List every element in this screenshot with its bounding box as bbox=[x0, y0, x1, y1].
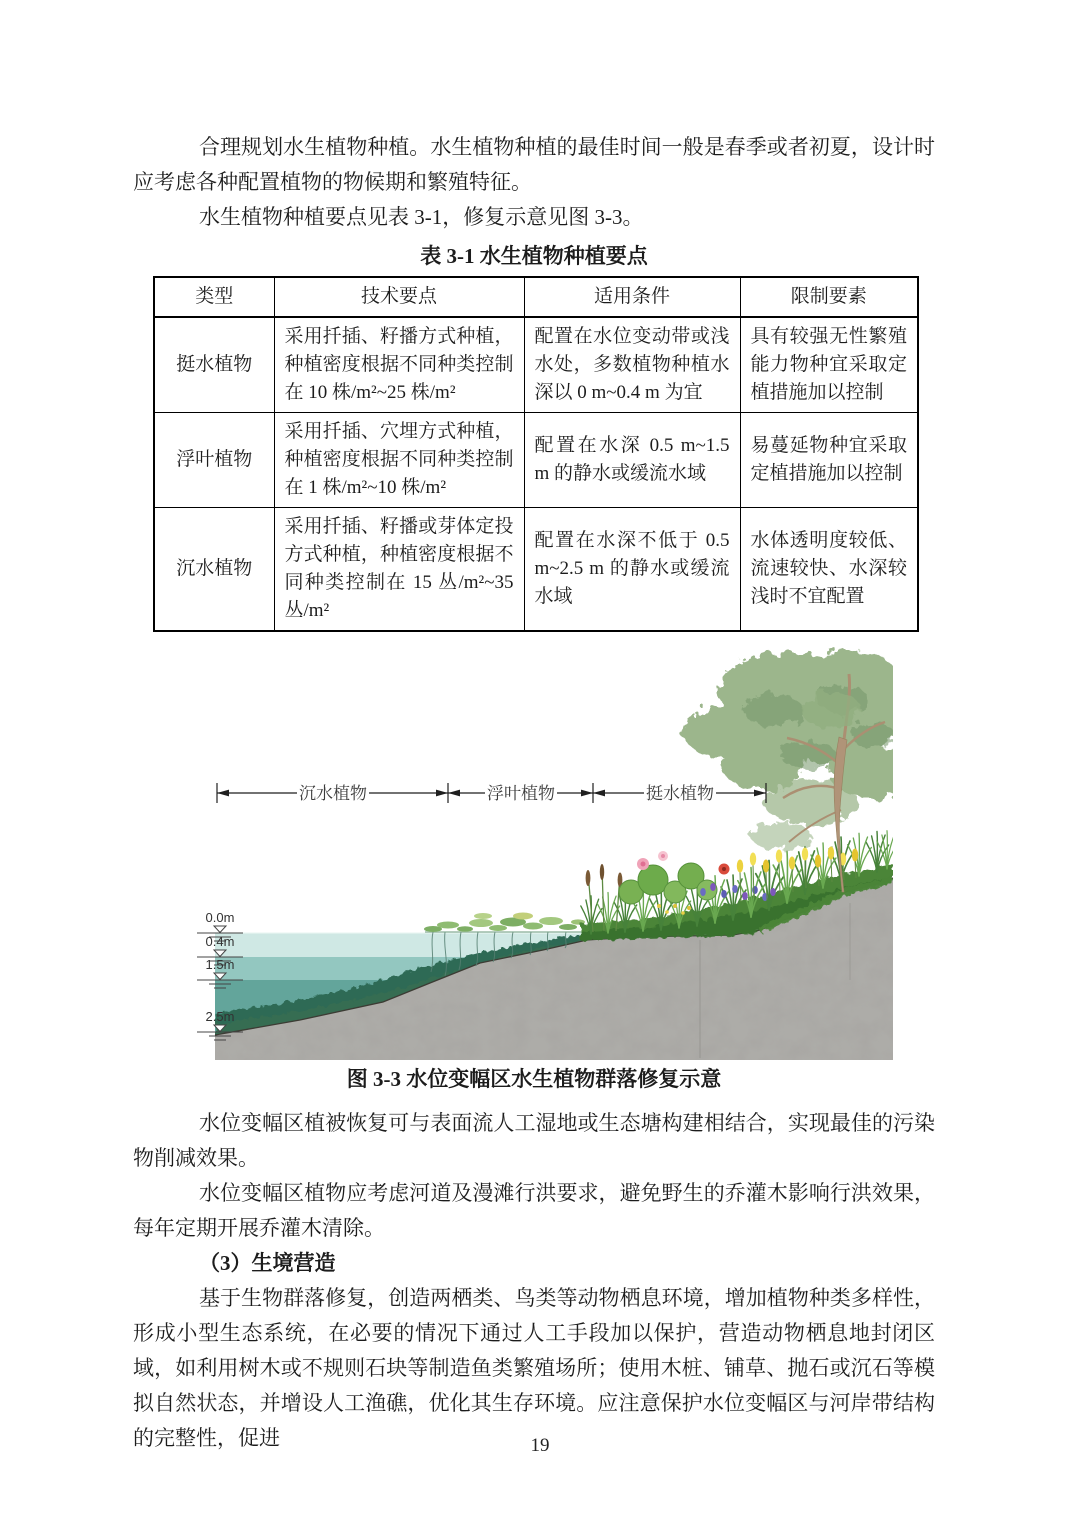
cell-technique: 采用扦插、籽播方式种植，种植密度根据不同种类控制在 10 株/m²~25 株/m² bbox=[274, 317, 524, 413]
cell-limit: 具有较强无性繁殖能力物种宜采取定植措施加以控制 bbox=[740, 317, 918, 413]
body-paragraph-3: 水位变幅区植被恢复可与表面流人工湿地或生态塘构建相结合，实现最佳的污染物削减效果。 bbox=[133, 1111, 935, 1170]
section-heading: （3）生境营造 bbox=[199, 1251, 336, 1275]
cell-condition: 配置在水深 0.5 m~1.5 m 的静水或缓流水域 bbox=[524, 413, 740, 508]
zone-label-emergent: 挺水植物 bbox=[646, 784, 714, 803]
svg-text:2.5m: 2.5m bbox=[205, 1009, 235, 1024]
intro-paragraph-2: 水生植物种植要点见表 3-1，修复示意见图 3-3。 bbox=[199, 205, 644, 229]
planting-table bbox=[153, 276, 919, 632]
cell-condition: 配置在水深不低于 0.5 m~2.5 m 的静水或缓流水域 bbox=[524, 508, 740, 632]
body-paragraph-4: 水位变幅区植物应考虑河道及漫滩行洪要求，避免野生的乔灌木影响行洪效果，每年定期开展乔灌木清除。 bbox=[133, 1181, 935, 1240]
svg-text:0.4m: 0.4m bbox=[205, 934, 235, 949]
figure-caption: 图 3-3 水位变幅区水生植物群落修复示意 bbox=[346, 1067, 722, 1091]
red-flower bbox=[719, 864, 730, 875]
table-row bbox=[154, 317, 918, 413]
table-row bbox=[154, 413, 918, 508]
intro-paragraph-1: 合理规划水生植物种植。水生植物种植的最佳时间一般是春季或者初夏，设计时应考虑各种配置植物的物候期和繁殖特征。 bbox=[133, 135, 935, 194]
cell-type: 挺水植物 bbox=[154, 317, 274, 413]
body-paragraph-5: 基于生物群落修复，创造两栖类、鸟类等动物栖息环境，增加植物种类多样性，形成小型生态系统，在必要的情况下通过人工手段加以保护，营造动物栖息地封闭区域，如利用树木或不规则石块等制造鱼类繁殖场所；使用木桩、铺草、抛石或沉石等模拟自然状态，并增设人工渔礁，优化其生存环境。应注意保护水位变幅区与河岸带结构的完整性，促进 bbox=[133, 1286, 935, 1450]
zone-dimension-line bbox=[217, 783, 766, 803]
table-header-row bbox=[154, 277, 918, 317]
cell-type: 浮叶植物 bbox=[154, 413, 274, 508]
svg-text:0.0m: 0.0m bbox=[205, 910, 235, 925]
header-technique: 技术要点 bbox=[274, 277, 524, 317]
cell-technique: 采用扦插、籽播或芽体定投方式种植，种植密度根据不同种类控制在 15 丛/m²~35 丛/m² bbox=[274, 508, 524, 632]
cell-type: 沉水植物 bbox=[154, 508, 274, 632]
header-condition: 适用条件 bbox=[524, 277, 740, 317]
header-type: 类型 bbox=[154, 277, 274, 317]
figure-3-3 bbox=[183, 640, 893, 1060]
page-content bbox=[133, 130, 935, 1456]
cell-limit: 易蔓延物种宜采取定植措施加以控制 bbox=[740, 413, 918, 508]
page-number: 19 bbox=[530, 1435, 550, 1456]
lotus-leaves bbox=[619, 863, 717, 904]
table-row bbox=[154, 508, 918, 632]
svg-text:1.5m: 1.5m bbox=[205, 957, 235, 972]
cell-limit: 水体透明度较低、流速较快、水深较浅时不宜配置 bbox=[740, 508, 918, 632]
table-title: 表 3-1 水生植物种植要点 bbox=[420, 244, 648, 268]
zone-label-floating: 浮叶植物 bbox=[487, 784, 555, 803]
cell-condition: 配置在水位变动带或浅水处，多数植物种植水深以 0 m~0.4 m 为宜 bbox=[524, 317, 740, 413]
figure-cross-section bbox=[183, 640, 893, 1060]
lily-pads bbox=[424, 913, 585, 933]
zone-label-submerged: 沉水植物 bbox=[299, 784, 367, 803]
cell-technique: 采用扦插、穴埋方式种植，种植密度根据不同种类控制在 1 株/m²~10 株/m² bbox=[274, 413, 524, 508]
header-limit: 限制要素 bbox=[740, 277, 918, 317]
